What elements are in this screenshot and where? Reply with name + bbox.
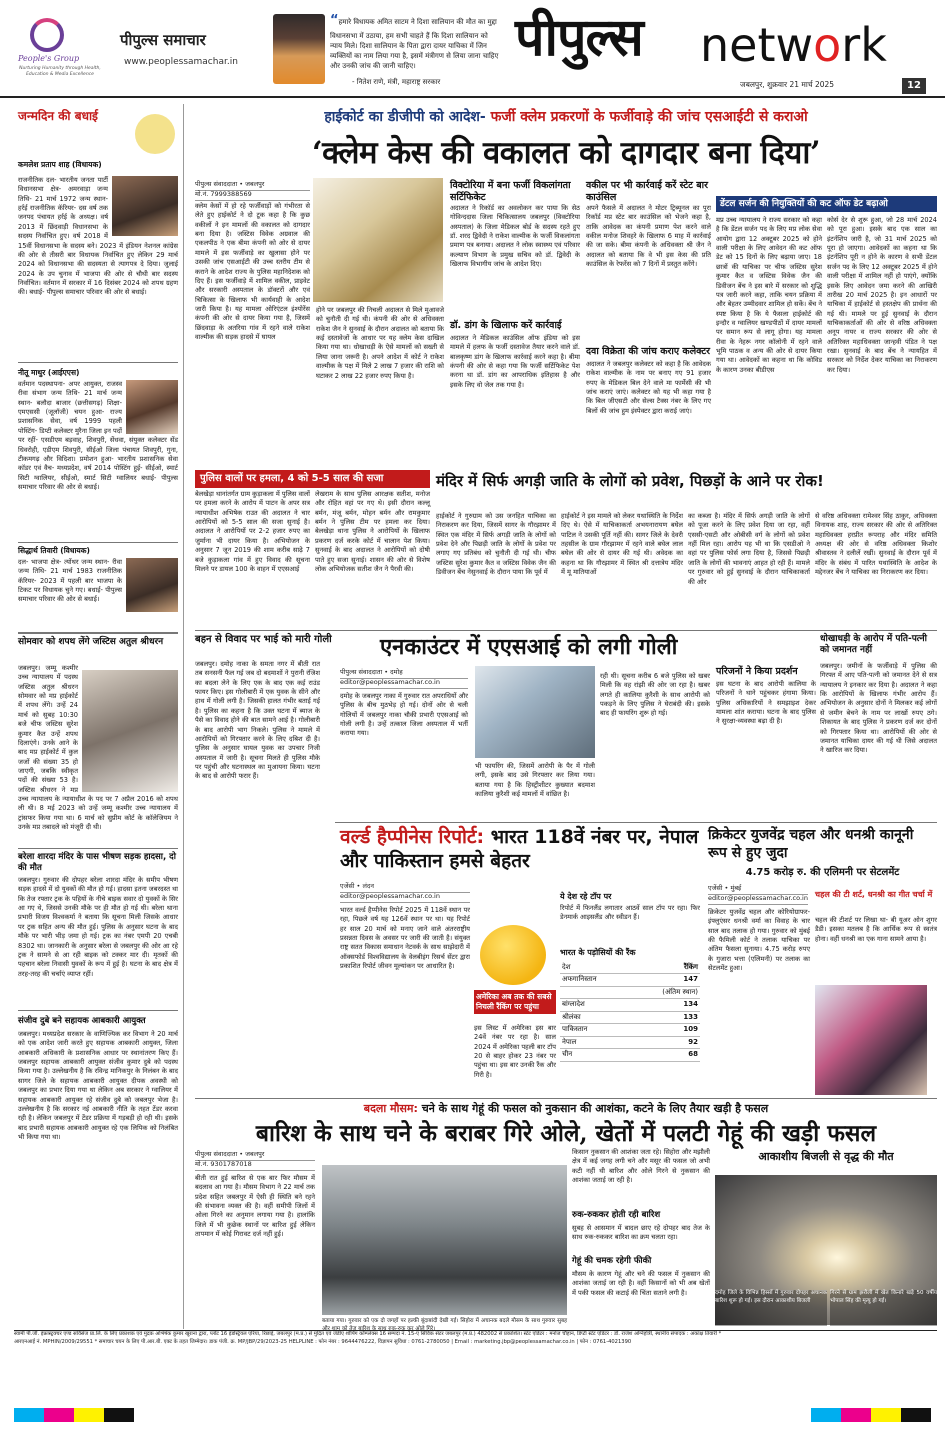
- fraud-text: जबलपुर। जमीनों के फर्जीवाड़े में पुलिस की गिरफ्त में आए पति-पत्नी को जमानत देने से सत्र न्यायालय ने इनकार कर दिया है। अदालत ने कहा कि आरोपियों के खिलाफ गंभीर आरोप हैं। अभियोजन के अनुसार दोनों ने मिलकर कई लोगों से जमीन बेचने के नाम पर लाखों रुपए ठगे। शिकायत के बाद पुलिस ने प्रकरण दर्ज कर दोनों को गिरफ्तार किया था। आरोपियों की ओर से जमानत याचिका दायर की गई थी जिसे अदालत ने खारिज कर दिया।: [820, 662, 937, 755]
- col-rank: रैंकिंग: [684, 963, 698, 971]
- header-quote: [330, 12, 502, 71]
- table-note: [560, 987, 700, 999]
- minister-portrait: [273, 14, 325, 84]
- main-col2: होने पर जबलपुर की निचली अदालत से मिले मुआवजे को चुनौती दी गई थी। कंपनी की ओर से अधिवक्ता राकेश जैन ने सुनवाई के दौरान अदालत को बताया कि कई दस्तावेजों के आधार पर यह क्लेम केस दाखिल किया गया था। धोखाधड़ी के ऐसे मामलों को सख्ती से लिया जाना जरूरी है। अपने आदेश में कोर्ट ने राकेश वाल्मीक के पक्ष में मिले 2 लाख 7 हजार की राशि को घटाकर 2 लाख 22 हजार रुपए किया है।: [316, 306, 444, 380]
- brand-network: [700, 18, 887, 72]
- happiness-text: भारत वर्ल्ड हैप्पीनेस रिपोर्ट 2025 में 118वें स्थान पर रहा, पिछले वर्ष यह 126वें स्थान पर था। यह रिपोर्ट हर साल 20 मार्च को मनाए जाने वाले अंतरराष्ट्रीय प्रसन्नता दिवस के अवसर पर जारी की जाती है। संयुक्त राष्ट्र सतत विकास समाधान नेटवर्क के साथ साझेदारी में ऑक्सफोर्ड विश्वविद्यालय के वेलबीइंग रिसर्च सेंटर द्वारा प्रकाशित रिपोर्ट जीवन मूल्यांकन पर आधारित है।: [340, 906, 470, 971]
- rank-table: [560, 962, 700, 1062]
- encounter-email: editor@peoplessamachar.co.in: [340, 678, 468, 689]
- justice-headline: सोमवार को शपथ लेंगे जस्टिस अतुल श्रीधरन: [18, 637, 164, 647]
- lawyer-headline: वकील पर भी कार्रवाई करें स्टेट बार काउंसिल: [586, 180, 709, 203]
- fraud-headline: धोखाधड़ी के आरोप में पति-पत्नी को जमानत नहीं: [820, 634, 927, 656]
- happiness-top-headline: ये देश रहे टॉप पर: [560, 892, 612, 901]
- row-country: श्रीलंका: [562, 1012, 581, 1021]
- dang-text: अदालत ने मेडिकल काउंसिल ऑफ इंडिया को इस मामले में हलफ के फर्जी दस्तावेज तैयार करने वाले डॉ. बालकृष्ण डांग के खिलाफ कार्रवाई करने कहा है। बीमा कंपनी की ओर से कहा गया कि फर्जी सर्टिफिकेट पेश करना था डॉ. डांग का आपराधिक इतिहास है और इसके लिए वो जेल तक गया है।: [450, 334, 580, 389]
- encounter-headline: एनकाउंटर में एएसआई को लगी गोली: [380, 635, 678, 660]
- row-rank: 68: [688, 1050, 698, 1059]
- happiness-headline: [340, 826, 702, 874]
- main-headline: ‘क्लेम केस की वकालत को दागदार बना दिया’: [311, 135, 821, 171]
- justice-text: [18, 664, 178, 844]
- table-row: [560, 1012, 700, 1024]
- quote-mark-icon: “: [330, 13, 339, 28]
- birthday-p3-body: दल- भाजपा क्षेत्र- त्योंथर जन्म स्थान- रीवा जन्म तिथि- 21 मार्च 1983 राजनीतिक कॅरियर- 2023 में पहली बार भाजपा के टिकट पर विधायक चुने गए। बधाई- पीपुल्स समाचार परिवार की ओर से बधाई।: [18, 558, 122, 604]
- medicine-text: अदालत ने जबलपुर कलेक्टर को कहा है कि आवेदक राकेश वाल्मीक के नाम पर बनाए गए 91 हजार रुपए के मेडिकल बिल देने वाले मा फार्मेसी की भी जांच कराएं जाएं। कलेक्टर को यह भी कहा गया है कि बिल जीएसटी और सेल्स टैक्स नंबर के लिए गए बिलों की जांच हुम इंस्पेक्टर द्वारा कराई जाएं।: [586, 360, 711, 415]
- divider: [195, 1098, 937, 1099]
- birthday-title: जन्मदिन की बधाई: [18, 109, 98, 123]
- table-row: [560, 999, 700, 1011]
- encounter-hospital-photo: [475, 666, 595, 758]
- dental-headline: डेंटल सर्जन की नियुक्तियों की कट ऑफ डेट बढ़ाओ: [716, 196, 937, 212]
- imprint-footer: [14, 1330, 937, 1380]
- divider: [18, 542, 178, 543]
- usa-text: इस लिस्ट में अमेरिका इस बार 24वें नंबर पर रहा है। साल 2024 में अमेरिका पहली बार टॉप 20 से बाहर होकर 23 नंबर पर पहुंचा था। इस बार उनकी रैंक और गिरी है।: [474, 1024, 556, 1079]
- table-row: [560, 1024, 700, 1036]
- table-row: [560, 1037, 700, 1049]
- group-tagline: Nurturing Humanity through Health, Education & Media Excellence: [19, 66, 101, 78]
- divider: [18, 1010, 178, 1011]
- encounter-col4: इस घटना के बाद आरोपी कालिया के परिजनों ने थाने पहुंचकर हंगामा किया। पुलिस अधिकारियों ने समझाइश देकर मामला शांत कराया। घटना के बाद पुलिस ने सुरक्षा-व्यवस्था बढ़ा दी है।: [716, 680, 816, 726]
- lawyer-text: अपने फैसले में अदालत ने मोटर ट्रिब्यूनल का पूरा रिकॉर्ड मप्र स्टेट बार काउंसिल को भेजने कहा है, ताकि आवेदक का कंपनी प्रमाण पेश करने वाले वकील मनोज शिवहरे के खिलाफ 6 माह में कार्रवाई की जा सके। बीमा कंपनी के अधिवक्ता श्री जैन ने अदालत को बताया कि वे भी इस केस की प्रति काउंसिल के रेफरेंस को 7 दिनों में प्रस्तुत करेंगे।: [586, 204, 711, 269]
- lightning-caption: दमोह जिले के विभिन्न हिस्सों में गुरुवार दोपहर अचानक बारिश शुरू हो गई। इस दौरान आकाशीय बिजली: [715, 1290, 827, 1326]
- sanjeev-headline: संजीव दुबे बने सहायक आबकारी आयुक्त: [18, 1016, 146, 1026]
- dental-col2: कोर्स देर से शुरू हुआ, जो 28 मार्च 2024 को पूरा हुआ। इसके बाद एक साल का इंटर्नशिप जारी है, जो 31 मार्च 2025 को पूरा हो जाएगा। आवेदकों का कहना था कि इंटर्नशिप पूरी न होने के कारण वे सभी डेंटल सर्जन पद के लिए 12 अक्टूबर 2025 में होने वाली परीक्षा में शामिल नहीं हो पाएंगे, क्योंकि इसके लिए आवेदन जमा करने की आखिरी तारीख 20 मार्च 2025 है। इन आधारों पर याचिका में हाईकोर्ट से हस्तक्षेप की प्रार्थना की गई थी। मामले पर हुई सुनवाई के दौरान याचिकाकर्ताओं की ओर से वरिष्ठ अधिवक्ता अनूप नायर व राज्य सरकार की ओर से अतिरिक्त महाधिवक्ता जान्हवी पंडित ने पक्ष रखा। सुनवाई के बाद बेंच ने न्यायहित में सरकार को निर्देश देकर याचिका का निराकरण कर दिया।: [827, 216, 937, 374]
- chahal-subheadline: 4.75 करोड़ रु. की एलिमनी पर सेटलमेंट: [745, 867, 900, 878]
- last-note: (अंतिम स्थान): [662, 987, 698, 996]
- row-country: चीन: [562, 1050, 573, 1059]
- birthday-p1-text: [18, 176, 178, 358]
- birthday-p3-name: सिद्धार्थ तिवारी (विधायक): [18, 546, 90, 555]
- rank-table-header: [560, 962, 700, 974]
- rain-col1: बीती रात हुई बारिश से एक बार फिर मौसम में बदलाव आ गया है। मौसम विभाग ने 22 मार्च तक प्रदेश सहित जबलपुर में ऐसी ही स्थिति बने रहने की संभावना व्यक्त की है। वहीं समीपी जिलों में ओला गिरने का अनुमान लगाया गया है। हालांकि जिले में भी कुछेक स्थानों पर बारिश हुई लेकिन तापमान में कोई गिरावट दर्ज नहीं हुई।: [195, 1174, 315, 1239]
- main-kicker: [195, 108, 937, 127]
- divider: [195, 630, 937, 631]
- divider: [335, 822, 937, 823]
- page-number: 12: [902, 78, 926, 94]
- chahal-side-text: चहल की टीशर्ट पर लिखा था- बी यूअर ओन शुगर डैडी। इसका मतलब है कि आर्थिक रूप से स्वतंत्र होना। वहीं धनश्री का एक गाना सामने आया है।: [815, 916, 937, 943]
- dang-headline: डॉ. डांग के खिलाफ करें कार्रवाई: [450, 320, 562, 331]
- usa-headline: अमेरिका अब तक की सबसे निचली रैंकिंग पर पहुंचा: [474, 990, 556, 1014]
- photo-spacer: [122, 558, 178, 612]
- lightning-headline: आकाशीय बिजली से वृद्ध की मौत: [758, 1150, 894, 1163]
- chahal-email: editor@peoplessamachar.co.in: [708, 894, 808, 905]
- brand-net-a: netw: [700, 18, 814, 72]
- rain-kicker-a: बदला मौसम:: [363, 1102, 418, 1115]
- happiness-byline: एजेंसी • लंदन: [340, 882, 470, 893]
- rank-table-title: भारत के पड़ोसियों की रैंक: [560, 948, 636, 957]
- happiness-headline-a: वर्ल्ड हैप्पीनेस रिपोर्ट:: [340, 826, 485, 848]
- smiley-emoji-icon: [480, 925, 546, 985]
- sibling-headline: बहन से विवाद पर भाई को मारी गोली: [195, 634, 332, 645]
- happiness-email: editor@peoplessamachar.co.in: [340, 892, 470, 903]
- main-col1: क्लेम केसों में हो रहे फर्जीवाड़ों को गंभीरता से लेते हुए हाईकोर्ट ने दो टूक कहा है कि कुछ वकीलों ने इन मामलों की वकालत को दागदार बना दिया है। जस्टिस विवेक अग्रवाल की एकलपीठ ने एक बीमा कंपनी को ओर से दायर मामले में इस फर्जीवाड़े का खुलासा होने पर उसकी जांच एसआईटी की उच्च स्तरीय टीम से कराने के आदेश राज्य के पुलिस महानिदेशक को दिए हैं। इस फर्जीवाड़े में शामिल वकील, प्राइवेट और सरकारी अस्पताल के डॉक्टरों और एवं चिकित्सा के खिलाफ भी कार्यवाही के आदेश जारी किया है। यह मामला ओरिएंटल इंश्योरेंस कंपनी की ओर से दायर किया गया है, जिसमें छिंदवाड़ा के अतरिया गांव में रहने वाले राकेश वाल्मीक की सड़क हादसे में घायल: [195, 202, 310, 342]
- photo-spacer: [108, 176, 178, 236]
- row-rank: 92: [688, 1037, 698, 1046]
- chahal-text: क्रिकेटर युजवेंद्र चहल और कोरियोग्राफर-इंफ्लुएंसर धनश्री वर्मा का विवाह के चार साल बाद तलाक हो गया। गुरुवार को मुंबई की फैमिली कोर्ट ने तलाक याचिका पर अंतिम फैसला सुनाया। 4.75 करोड़ रुपए के गुजारा भत्ता (एलिमनी) पर तलाक का सेटलमेंट हुआ।: [708, 908, 810, 973]
- row-country: नेपाल: [562, 1037, 577, 1046]
- lightning-text: गिरने से ग्राम झरौली में खेत किनारे खड़े 50 वर्षीय भोपाल सिंह की मृत्यु हो गई।: [830, 1290, 937, 1326]
- temple-col1: हाईकोर्ट ने गुरुग्राम को उस जनहित याचिका का निराकरण कर दिया, जिसमें सागर के गौरझामर में स्थित एक मंदिर में सिर्फ अगड़ी जाति के लोगों को प्रवेश देने और पिछड़ी जाति के लोगों के प्रवेश पर लगाए गए प्रतिबंध को चुनौती दी गई थी। चीफ जस्टिस सुरेश कुमार कैत व जस्टिस विवेक जैन की डिवीजन बेंच नेसुनवाई के दौरान पाया कि पूर्व में: [436, 512, 556, 577]
- cmyk-color-bar-right: [811, 1408, 931, 1422]
- rain-kicker: [195, 1102, 937, 1117]
- chahal-dhanashree-photo: [815, 985, 927, 1095]
- chahal-headline: क्रिकेटर युजवेंद्र चहल और धनश्री कानूनी रूप से हुए जुदा: [708, 827, 914, 862]
- birthday-p2-text: [18, 380, 178, 540]
- divider: [18, 362, 178, 363]
- cmyk-color-bar-left: [14, 1408, 134, 1422]
- row-rank: 147: [683, 975, 698, 984]
- brand-net-b: rk: [841, 18, 887, 72]
- sanjeev-text: जबलपुर। मध्यप्रदेश सरकार के वाणिज्यिक कर विभाग ने 20 मार्च को एक आदेश जारी करते हुए सहायक आबकारी आयुक्त, जिला आबकारी अधिकारी के प्रशासनिक आधार पर स्थानांतरण किए हैं। जबलपुर सहायक आबकारी आयुक्त संजीव कुमार दुबे को पदस्थ किया गया है। उल्लेखनीय है कि रविन्द्र मानिकपुर के निलंबन के बाद सागर जिले के सहायक आबकारी आयुक्त दीपक अवस्थी को जबलपुर का प्रभार दिया गया था लेकिन अब सरकार ने ग्वालियर में सहायक आबकारी आयुक्त रहे संजीव दुबे को जबलपुर भेजा है। उल्लेखनीय है कि सरकार नई आबकारी नीति के तहत टेंडर करवा रही है। लेकिन जबलपुर में टेंडर प्रक्रिया में गड़बड़ी हो रही थी। इसके बाद प्रभारी सहायक आबकारी आयुक्त रहे एक लिपिक को निलंबित भी किया गया था।: [18, 1030, 178, 1141]
- photo-spacer: [122, 380, 178, 434]
- birthday-p2-name: नीतू माथुर (आईएएस): [18, 368, 80, 377]
- rain-hail-photo: [322, 1165, 567, 1315]
- row-rank: 134: [683, 1000, 698, 1009]
- police-headline: पुलिस वालों पर हमला, 4 को 5-5 साल की सजा: [195, 470, 430, 488]
- birthday-p2-body: वर्तमान पदस्थापना- अपर आयुक्त, राजस्व रीवा संभाग जन्म तिथि- 21 मार्च जन्म स्थान- बलौदा बाजार (छत्तीसगढ़) शिक्षा- एमएससी (जूलॉजी) चयन हुआ- राज्य प्रशासनिक सेवा, वर्ष 1999 पहली पोस्टिंग- डिप्टी कलेक्टर मुरैना जिला इन पदों पर रहीं- एसडीएम बड़वाह, शिवपुरी, सेंधवा, संयुक्त कलेक्टर सेंड धिवरोही, एडीएम शिवपुरी, सीईओ जिला पंचायत शिवपुरी, गुना, टीकमगढ़ और विदिशा। प्रमोशन हुआ- भारतीय प्रशासनिक सेवा कॉडर एवं वैच- मध्यप्रदेश, वर्ष 2014 पोस्टिंग हुई- सीईओ, स्मार्ट सिटी ग्वालियर, सीईओ, स्मार्ट सिटी ग्वालियर बधाई- पीपुल्स समाचार परिवार की ओर से बधाई।: [18, 380, 178, 491]
- birthday-p1-body: राजनीतिक दल- भारतीय जनता पार्टी विधानसभा क्षेत्र- अमरवाड़ा जन्म तिथि- 21 मार्च 1972 जन्म स्थान- हर्रई राजनीतिक कॅरियर- दस वर्ष तक जनपद पंचायत हर्रई के अध्यक्ष। वर्ष 2013 में छिंदवाड़ी विधानसभा के सदस्य निर्वाचित हुए। वर्ष 2018 में 15वीं विधानसभा के सदस्य बने। 2023 में इंडियन नेशनल कांग्रेस की ओर से तीसरी बार विधायक निर्वाचित हुए लेकिन 29 मार्च 2024 को विधानसभा की सदस्यता से त्यागपत्र दे दिया। जुलाई 2024 के उप चुनाव में भाजपा की ओर से चौथी बार सदस्य निर्वाचित। वर्तमान में सरकार में 16 दिसंबर 2024 को शपथ ग्रहण की। बधाई- पीपुल्स समाचार परिवार की ओर से बधाई।: [18, 176, 178, 297]
- peoples-group-logo-icon: [30, 18, 64, 52]
- accident-text: जबलपुर। गुरुवार की दोपहर बरेला शारदा मंदिर के समीप भीषण सड़क हादसे में दो युवकों की मौत हो गई। हादसा इतना जबरदस्त था कि तेज रफ्तार ट्रक के पहियों के नीचे बाइक सवार दो युवकों के सिर आ गए थे, जिससे उनकी मौके पर ही मौत हो गई थी। बरेला थाना प्रभारी विजय विश्वकर्मा ने बताया कि सूचना मिली जिसके आधार पर ट्रक सहित अन्य की मौत हुई। पुलिस के अनुसार घटना के बाद मौके पर भारी भीड़ जमा हो गई। ट्रक का नंबर एमपी 20 एचबी 8302 था। जानकारी के अनुसार बरेला से जबलपुर की ओर आ रहे ट्रक ने सामने से आ रही बाइक को टक्कर मार दी। मृतकों की पहचान बरेला निवासी युवकों के रूप में हुई है। घटना के बाद क्षेत्र में तरह-तरह की चर्चाएं व्याप्त रहीं।: [18, 876, 178, 978]
- group-name: People's Group: [18, 54, 80, 63]
- medicine-headline: दवा विक्रेता की जांच कराए कलेक्टर: [586, 346, 711, 357]
- encounter-protest-headline: परिजनों ने किया प्रदर्शन: [716, 666, 798, 677]
- imprint-line2: आरएनआई नं. MPHIN/2009/29551 * समाचार चयन के लिए पी.आर.बी. एक्ट के तहत जिम्मेदार। डाक पंजी. क्र. MP/JBP/29/2023-25 HELPLINE : फोन नंबर : 9644476222, विज्ञापन सुविधा : 0761-2780050 | Email : marketing.jbp@peoplessamachar.co.in | फोन : 0761-4021390: [14, 1338, 632, 1345]
- rain-byline: पीपुल्स संवाददाता • जबलपुर: [195, 1150, 315, 1161]
- rain-wheat-headline: गेहूं की चमक रहेगी फीकी: [572, 1256, 652, 1266]
- rain-kicker-b: चने के साथ गेहूं की फसल को नुकसान की आशंका, कटने के लिए तैयार खड़ी है फसल: [417, 1102, 769, 1115]
- temple-col4: से वरिष्ठ अधिवक्ता रामेश्वर सिंह ठाकुर, अधिवक्ता विनायक शाह, राज्य सरकार की ओर से अतिरिक्त महाधिवक्ता हरप्रीत रूपराह और मंदिर समिति अध्यक्ष की ओर से वरिष्ठ अधिवक्ता किशोर श्रीवास्तव ने दलीलें रखीं। सुनवाई के दौरान पूर्व में मंदिर के संबंध में पारित यथास्थिति के आदेश के मद्देनजर बेंच ने याचिका का निराकरण कर दिया।: [815, 512, 937, 577]
- happiness-headline-b: भारत 118वें नंबर पर, नेपाल और पाकिस्तान हमसे बेहतर: [340, 826, 699, 872]
- chahal-side-headline: चहल की टी शर्ट, धनश्री का गीत चर्चा में: [815, 890, 933, 899]
- justice-body: जबलपुर। जम्मू कश्मीर उच्च न्यायालय में पदस्थ जस्टिस अतुल श्रीधरन सोमवार को मप्र हाईकोर्ट में शपथ लेंगे। उन्हें 24 मार्च को सुबह 10:30 बजे चीफ जस्टिस सुरेश कुमार कैत उन्हें शपथ दिलाएंगे। उनके आने के बाद मप्र हाईकोर्ट में कुल जजों की संख्या 35 हो जाएगी, जबकि स्वीकृत पदों की संख्या 53 है। जस्टिस श्रीधरन ने मप्र उच्च न्यायालय के न्यायाधीश के पद पर 7 अप्रैल 2016 को शपथ ली थी। 8 मई 2023 को उन्हें जम्मू कश्मीर उच्च न्यायालय में ट्रांसफर किया गया था। 6 मार्च को सुप्रीम कोर्ट के कॉलेजियम ने उनके मप्र तबादले को मंजूरी दी थी।: [18, 664, 178, 832]
- main-kicker-a: हाईकोर्ट का डीजीपी को आदेश-: [324, 109, 486, 125]
- temple-col3: का कब्जा है। मंदिर में सिर्फ अगड़ी जाति के लोगों को पूजा करने के लिए प्रवेश दिया जा रहा, वहीं एससी-एसटी और ओबीसी वर्ग के लोगों को प्रवेश नहीं मिल रहा। आरोप यह भी था कि एसडीओ ने वहां पर पुलिस फोर्स लगा दिया है, जिससे पिछड़ी जाति के लोगों की भावनाएं आहत हो रही हैं। मामले पर गुरुवार को हुई सुनवाई के दौरान याचिकाकर्ता की ओर: [688, 512, 810, 586]
- police-col2: लेखराम के साथ पुलिस आरक्षक सतीश, मनोज और रोहित वहां पर गए थे। इसी दौरान कल्लू बर्मन, मंजू बर्मन, मोहन बर्मन और रामकुमार बर्मन ने पुलिस टीम पर हमला कर दिया। बेलखेड़ा थाना पुलिस ने आरोपियों के खिलाफ प्रकरण दर्ज करके कोर्ट में चालान पेश किया। सुनवाई के बाद अदालत ने आरोपियों को दोषी पाते हुए सजा सुनाई। शासन की ओर से विशेष लोक अभियोजक सतीश जैन ने पैरवी की।: [315, 490, 430, 573]
- main-byline: पीपुल्स संवाददाता • जबलपुर: [195, 180, 310, 191]
- website-link[interactable]: www.peoplessamachar.in: [124, 57, 238, 67]
- encounter-col1: दमोह के जबलपुर नाका में गुरुवार रात अपराधियों और पुलिस के बीच मुठभेड़ हो गई। दोनों ओर से चली गोलियों में जबलपुर नाका चौकी प्रभारी एएसआई को गोली लगी है। उन्हें तत्काल जिला अस्पताल में भर्ती कराया गया।: [340, 692, 468, 738]
- main-mobile: मो.नं. 7999388569: [195, 190, 310, 201]
- temple-col2: हाईकोर्ट ने इस मामले को लेकर यथास्थिति के निर्देश दिए थे। ऐसे में याचिकाकर्ता अभयनारायण बघेल पाटिल ने उसकी पूर्ति नहीं की। सागर जिले के देवरी तहसील के ग्राम गौरझामर में रहने वाले बघेल लाल बघेल की ओर से दायर की गई थी। अवेदक का कहना था कि गौरझामर में स्थित श्री दत्तात्रेय मंदिर में मू मातियाओं: [561, 512, 683, 577]
- sibling-text: जबलपुर। दमोह नाका के समता नगर में बीती रात तब सनसनी फैल गई जब दो बदमाशों ने पुरानी रंजिश का बदला लेने के लिए एक के बाद एक कई राउंड फायर किए। इस गोलीबारी में एक युवक के सीने और हाथ में गोली लगी है। जिसकी हालत गंभीर बताई गई है। पुलिस का कहना है कि उक्त घटना में ब्याज के पैसे का विवाद होने की बात सामने आई है। गोलीबारी के बाद आरोपी भाग निकले। पुलिस ने मामले में आरोपियों को गिरफ्तार करने के लिए दबिश दी है। पुलिस के अनुसार घायल युवक का उपचार निजी अस्पताल में जारी है। सूचना मिलते ही पुलिस मौके पर पहुंची और घटनास्थल का मुआयना किया। घटना के बाद से आरोपी फरार हैं।: [195, 660, 320, 781]
- paper-brand: पीपुल्स समाचार: [120, 31, 206, 49]
- rain-col4: किसान नुकसान की आशंका जता रहे। सिहोरा और मझौली क्षेत्र में कई जगह लगी चने और मसूर की फसल जो अभी कटी नहीं थी बारिश और ओले गिरने से नुकसान की आशंका जताई जा रही है।: [572, 1148, 710, 1185]
- victoria-text: अदालत ने रिकॉर्ड का अवलोकन कर पाया कि सेठ गोविन्ददास जिला चिकित्सालय जबलपुर (विक्टोरिया अस्पताल) के जिला मेडिकल बोर्ड के सदस्य रहते हुए डॉ. शरद द्विवेदी ने राकेश वाल्मीक के फर्जी विकलांगता प्रमाण पत्र बनाया। अदालत ने लोक स्वास्थ्य एवं परिवार कल्याण विभाग के प्रमुख सचिव को डॉ. द्विवेदी के खिलाफ विभागीय जांच के आदेश दिए।: [450, 204, 580, 269]
- temple-headline: मंदिर में सिर्फ अगड़ी जाति के लोगों को प्रवेश, पिछड़ों के आने पर रोक!: [436, 472, 824, 490]
- row-country: पाकिस्तान: [562, 1025, 588, 1034]
- photo-spacer: [78, 664, 178, 794]
- imprint-line1: स्वामी पी.जी. इंफ्रास्ट्रक्चर एण्ड सर्विसेज प्रा.लि. के लिए प्रकाशक एवं मुद्रक अभिषेक कुमार खुराना द्वारा, प्लॉट 16 इंडस्ट्रियल एरिया, रिछाई, जबलपुर (म.प्र.) से मुद्रित एवं जेडीए शॉपिंग कॉम्प्लेक्स 16 सम्पदा नं. 15-ए सिविक सेंटर जबलपुर (म.प्र.) 482002 से प्रकाशित। स्टेट एडिटर : मनोज चौहान, डिप्टी स्टेट एडिटर : डॉ. राजेश अग्निहोत्री, स्थानीय संपादक : अकांक्ष तिवारी *: [14, 1331, 722, 1337]
- quote-text: हमारे विधायक अमित साटम ने दिशा सालियान की मौत का मुद्दा विधानसभा में उठाया, हम सभी चाहते हैं कि दिशा सालियान को न्याय मिले। दिशा सालियान के पिता द्वारा दायर याचिका में जिन व्यक्तियों का नाम लिया गया है, इसमें मंत्रीगण से लिया जाना चाहिए और उनकी जांच की जानी चाहिए।: [330, 18, 499, 71]
- birthday-p1-name: कमलेश प्रताप शाह (विधायक): [18, 160, 102, 169]
- row-country: अफगानिस्तान: [562, 975, 597, 984]
- rain-col4-headline: रुक-रुककर होती रही बारिश: [572, 1210, 661, 1220]
- birthday-p3-text: [18, 558, 178, 628]
- rain-col4b: सुबह से आसमान में बादल छाए रहे दोपहर बाद तेज के साथ रुक-रुककर बारिश का क्रम चलता रहा।: [572, 1224, 710, 1242]
- divider: [18, 848, 178, 849]
- row-country: बांग्लादेश: [562, 1000, 585, 1009]
- quote-sign: - नितेश राणे, मंत्री, महाराष्ट्र सरकार: [352, 78, 441, 86]
- encounter-col2: भी फायरिंग की, जिसमें आरोपी के पैर में गोली लगी, इसके बाद उसे गिरफ्तार कर लिया गया। बताया गया है कि हिस्ट्रीशीटर कुख्यात बदमाश कालिया कुरैशी कई मामलों में वांछित है।: [475, 762, 595, 799]
- table-row: [560, 974, 700, 986]
- encounter-byline: पीपुल्स संवाददाता • दमोह: [340, 668, 468, 679]
- victoria-headline: विक्टोरिया में बना फर्जी विकलांगता सर्टिफिकेट: [450, 180, 571, 203]
- main-kicker-b: फर्जी क्लेम प्रकरणों के फर्जीवाड़े की जांच एसआईटी से कराओ: [485, 109, 808, 125]
- rain-col2: बताया गया। गुरुवार को एक दो जगहों पर हल्की बूंदाबांदी देखी गई। सिहोरा में अचानक बदले मौसम के साथ गुरुवार सुबह और शाम को तेज बारिश के साथ रुक-रुक कर ओले गिरे।: [322, 1318, 567, 1332]
- rain-mobile: मो.नं. 9301787018: [195, 1160, 315, 1171]
- rain-col3: मौसम के कारण गेहूं और चने की फसल में नुकसान की आशंका जताई जा रही है। वहीं किसानों को भी अब खेतों में पकी फसल की कटाई की चिंता सताने लगी है।: [572, 1270, 710, 1297]
- chahal-byline: एजेंसी • मुंबई: [708, 884, 808, 895]
- divider: [18, 632, 178, 634]
- justice-statue-image: [313, 178, 443, 302]
- brand-hindi: पीपुल्स: [515, 8, 643, 68]
- dateline: जबलपुर, शुक्रवार 21 मार्च 2025: [740, 80, 835, 89]
- dental-col1: मप्र उच्च न्यायालय ने राज्य सरकार को कहा है कि डेंटल सर्जन पद के लिए मप्र लोक सेवा आयोग द्वारा 12 अक्टूबर 2025 को होने वाली परीक्षा के लिए आवेदन की कट ऑफ डेट को 15 दिनों के लिए बढ़ाया जाए। 18 छात्रों की याचिका पर चीफ जस्टिस सुरेश कुमार कैत व जस्टिस विवेक जैन की डिवीजन बेंच ने इस बारे में सरकार को शुद्धि पत्र जारी करने कहा, ताकि चयन प्रक्रिया में और बेहतर उम्मीदवार शामिल हो सकें। बेंच ने स्पष्ट किया है कि ये फैसला हाईकोर्ट की इन्दौर व ग्वालियर खण्डपीठों में दायर मामलों पर समान रूप से लागू होगा। यह मामला रीवा के नेहरू नगर कॉलोनी में रहने वाले भूमि पाठक व अन्य की ओर से दायर किया गया था। आवेदकों का कहना था कि कोविड के कारण उनका बीडीएस: [716, 216, 822, 374]
- col-country: देश: [562, 963, 571, 971]
- birthday-cake-icon: [135, 114, 175, 154]
- police-col1: बेलखेड़ा थानांतर्गत ग्राम कुड़ाकला में पुलिस वालों पर हमला करने के आरोप में पाटन के अपर सत्र न्यायाधीश अभिषेक राउत की अदालत ने चार आरोपियों को 5-5 साल की सजा सुनाई है। अदालत ने आरोपियों पर 2-2 हजार रुपए का जुर्माना भी दायर किया है। अभियोजन के अनुसार 7 जून 2019 की शाम करीब साढ़े 7 बजे कुड़ाकला गांव में हुए विवाद की सूचना मिलने पर डायल 100 के वाहन में एएसआई: [195, 490, 310, 573]
- brand-net-o: o: [813, 18, 842, 72]
- accident-headline: बरेला शारदा मंदिर के पास भीषण सड़क हादसा, दो की मौत: [18, 852, 176, 873]
- happiness-top-text: रिपोर्ट में फिनलैंड लगातार आठवें साल टॉप पर रहा। फिर डेनमार्क आइसलैंड और स्वीडन हैं।: [560, 904, 700, 922]
- rain-headline: बारिश के साथ चने के बराबर गिरे ओले, खेतों में पलटी गेहूं की खड़ी फसल: [255, 1120, 877, 1147]
- table-row: [560, 1049, 700, 1061]
- encounter-col3: रही थी। सूचना करीब 6 बजे पुलिस को खबर मिली कि वह रांझी की ओर जा रहा है। खबर लगते ही कालिया कुरैशी के साथ आरोपी को पकड़ने के लिए पुलिस ने घेराबंदी की। इसके बाद ही फायरिंग शुरू हो गई।: [600, 672, 710, 718]
- row-rank: 133: [683, 1012, 698, 1021]
- row-rank: 109: [683, 1025, 698, 1034]
